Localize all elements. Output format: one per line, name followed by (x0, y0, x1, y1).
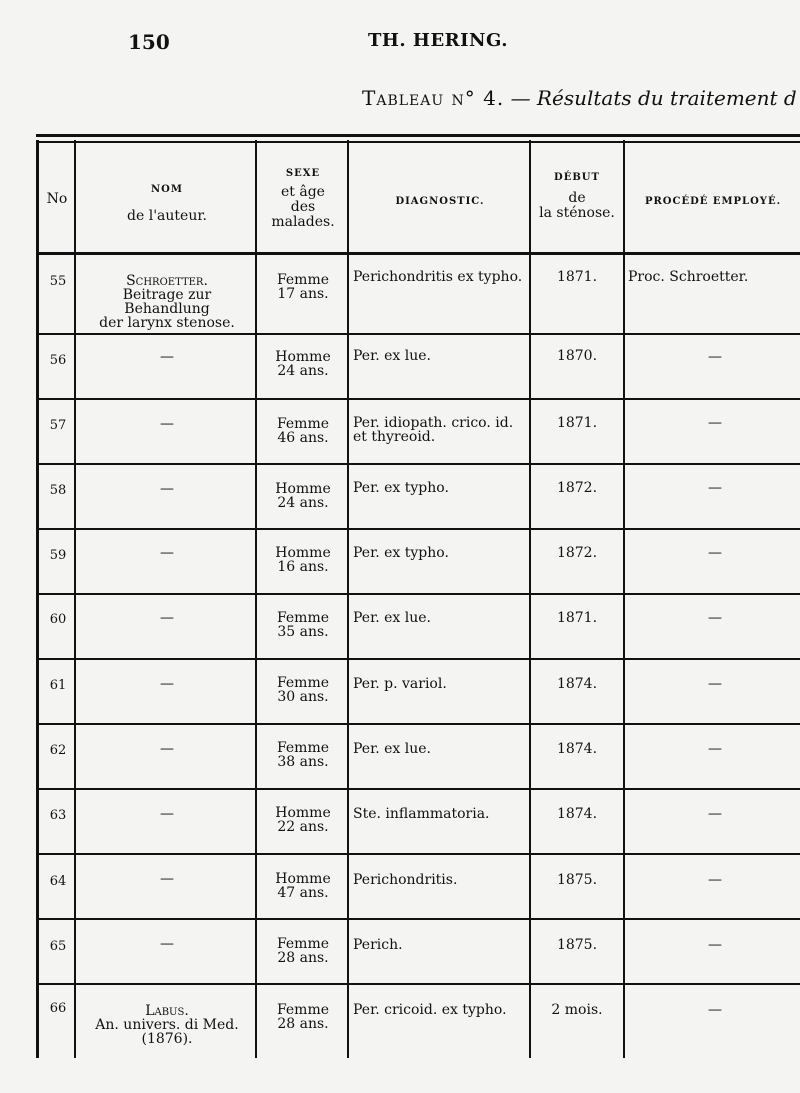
sexe-cell (258, 1003, 348, 1031)
procede-cell: — (708, 806, 722, 822)
debut-cell: 1875. (556, 937, 598, 953)
author-cell: — (160, 806, 174, 822)
age-value: 28 ans. (277, 950, 329, 966)
top-rule-inner (36, 141, 800, 143)
sexe-value: Homme (275, 871, 331, 887)
col-rule-5 (623, 140, 625, 1058)
diagnostic-cell: Perich. (353, 937, 403, 953)
author-source: An. univers. di Med. (95, 1017, 239, 1033)
debut-cell: 1871. (556, 269, 598, 285)
col-header-author (78, 182, 256, 224)
page-number: 150 (128, 30, 170, 54)
row-number: 64 (49, 874, 67, 889)
sexe-value: Femme (276, 1002, 330, 1018)
diagnostic-cell: Per. ex lue. (353, 741, 431, 757)
author-cell (78, 1004, 256, 1046)
col-header-sexe (258, 166, 348, 230)
diagnostic-cell: Per. ex typho. (353, 480, 449, 496)
row-rule (36, 788, 800, 790)
sexe-cell (258, 676, 348, 704)
row-number: 58 (49, 483, 67, 498)
debut-cell: 1871. (556, 415, 598, 431)
row-number: 62 (49, 743, 67, 758)
age-value: 16 ans. (277, 559, 329, 575)
age-value: 30 ans. (277, 689, 329, 705)
procede-cell: — (708, 415, 722, 431)
diagnostic-cell: Per. p. variol. (353, 676, 447, 692)
procede-cell: — (708, 610, 722, 626)
author-source: Beitrage zur Behandlung (122, 287, 212, 317)
sexe-value: Femme (276, 272, 330, 288)
col-header-debut (531, 170, 623, 221)
sexe-cell (258, 937, 348, 965)
row-rule (36, 528, 800, 530)
author-cell: — (160, 610, 174, 626)
col-header-diagnostic-label: DIAGNOSTIC. (395, 196, 485, 207)
row-number: 55 (49, 274, 67, 289)
row-number: 63 (49, 808, 67, 823)
procede-cell: — (708, 349, 722, 365)
sexe-cell (258, 611, 348, 639)
col-header-debut-small: DÉBUT (554, 172, 600, 183)
row-rule (36, 593, 800, 595)
sexe-cell (258, 350, 348, 378)
sexe-value: Femme (276, 740, 330, 756)
col-header-debut-l1: de (568, 190, 586, 206)
debut-cell: 1874. (556, 676, 598, 692)
age-value: 24 ans. (277, 363, 329, 379)
col-header-procede (626, 193, 800, 209)
row-rule (36, 463, 800, 465)
table-title-rest: — Résultats du traitement d (504, 86, 797, 110)
age-value: 38 ans. (277, 754, 329, 770)
author-cell: — (160, 676, 174, 692)
row-rule (36, 398, 800, 400)
sexe-cell (258, 482, 348, 510)
author-cell: — (160, 349, 174, 365)
author-cell: — (160, 741, 174, 757)
sexe-value: Femme (276, 416, 330, 432)
debut-cell: 2 mois. (551, 1002, 603, 1018)
sexe-value: Homme (275, 349, 331, 365)
age-value: 24 ans. (277, 495, 329, 511)
header-rule (36, 252, 800, 255)
diagnostic-cell: Per. ex lue. (353, 348, 431, 364)
running-head: TH. HERING. (368, 30, 508, 51)
debut-cell: 1872. (556, 545, 598, 561)
sexe-cell (258, 806, 348, 834)
row-rule (36, 723, 800, 725)
sexe-cell (258, 417, 348, 445)
sexe-value: Homme (275, 805, 331, 821)
row-number: 59 (49, 548, 67, 563)
top-rule (36, 134, 800, 137)
sexe-value: Femme (276, 675, 330, 691)
procede-cell: — (708, 872, 722, 888)
age-value: 22 ans. (277, 819, 329, 835)
row-rule (36, 658, 800, 660)
procede-cell: — (708, 937, 722, 953)
sexe-value: Femme (276, 936, 330, 952)
col-header-sexe-small: SEXE (285, 168, 321, 179)
age-value: 28 ans. (277, 1016, 329, 1032)
diagnostic-cell: Per. idiopath. crico. id. et thyreoid. (353, 415, 514, 445)
author-cell: — (160, 871, 174, 887)
row-number: 61 (49, 678, 67, 693)
sexe-cell (258, 546, 348, 574)
age-value: 46 ans. (277, 430, 329, 446)
col-header-diagnostic (350, 193, 530, 209)
debut-cell: 1875. (556, 872, 598, 888)
debut-cell: 1874. (556, 806, 598, 822)
procede-cell: — (708, 480, 722, 496)
sexe-value: Homme (275, 545, 331, 561)
row-rule (36, 853, 800, 855)
diagnostic-cell: Perichondritis. (353, 872, 458, 888)
procede-cell: Proc. Schroetter. (628, 269, 749, 285)
row-rule (36, 983, 800, 985)
sexe-cell (258, 273, 348, 301)
diagnostic-cell: Ste. inflammatoria. (353, 806, 490, 822)
diagnostic-cell: Per. ex typho. (353, 545, 449, 561)
debut-cell: 1871. (556, 610, 598, 626)
col-header-author-main: de l'auteur. (127, 208, 207, 224)
row-rule (36, 918, 800, 920)
author-source: (1876). (141, 1031, 193, 1047)
sexe-value: Femme (276, 610, 330, 626)
author-cell: — (160, 545, 174, 561)
author-cell (78, 274, 256, 330)
col-header-sexe-l2: des (290, 199, 316, 215)
procede-cell: — (708, 741, 722, 757)
row-rule (36, 333, 800, 335)
col-header-sexe-l3: malades. (271, 214, 335, 230)
procede-cell: — (708, 1002, 722, 1018)
age-value: 17 ans. (277, 286, 329, 302)
procede-cell: — (708, 545, 722, 561)
row-number: 65 (49, 939, 67, 954)
author-cell: — (160, 481, 174, 497)
author-name: Labus. (145, 1003, 189, 1019)
row-number: 57 (49, 418, 67, 433)
table-title-label: Tableau n° 4. (362, 86, 505, 110)
col-header-procede-label: PROCÉDÉ EMPLOYÉ. (644, 196, 782, 207)
col-header-author-small: NOM (151, 184, 183, 195)
debut-cell: 1874. (556, 741, 598, 757)
author-cell: — (160, 416, 174, 432)
author-cell: — (160, 936, 174, 952)
row-number: 66 (49, 1001, 67, 1016)
author-name: Schroetter. (126, 273, 208, 289)
procede-cell: — (708, 676, 722, 692)
col-header-num: No (46, 191, 68, 207)
row-number: 56 (49, 353, 67, 368)
sexe-cell (258, 741, 348, 769)
age-value: 35 ans. (277, 624, 329, 640)
debut-cell: 1872. (556, 480, 598, 496)
author-source: der larynx stenose. (99, 315, 235, 331)
age-value: 47 ans. (277, 885, 329, 901)
row-number: 60 (49, 612, 67, 627)
debut-cell: 1870. (556, 348, 598, 364)
diagnostic-cell: Perichondritis ex typho. (353, 269, 523, 285)
sexe-cell (258, 872, 348, 900)
diagnostic-cell: Per. ex lue. (353, 610, 431, 626)
col-header-sexe-l1: et âge (281, 184, 325, 200)
col-header-debut-l2: la sténose. (539, 205, 615, 221)
sexe-value: Homme (275, 481, 331, 497)
diagnostic-cell: Per. cricoid. ex typho. (353, 1002, 507, 1018)
